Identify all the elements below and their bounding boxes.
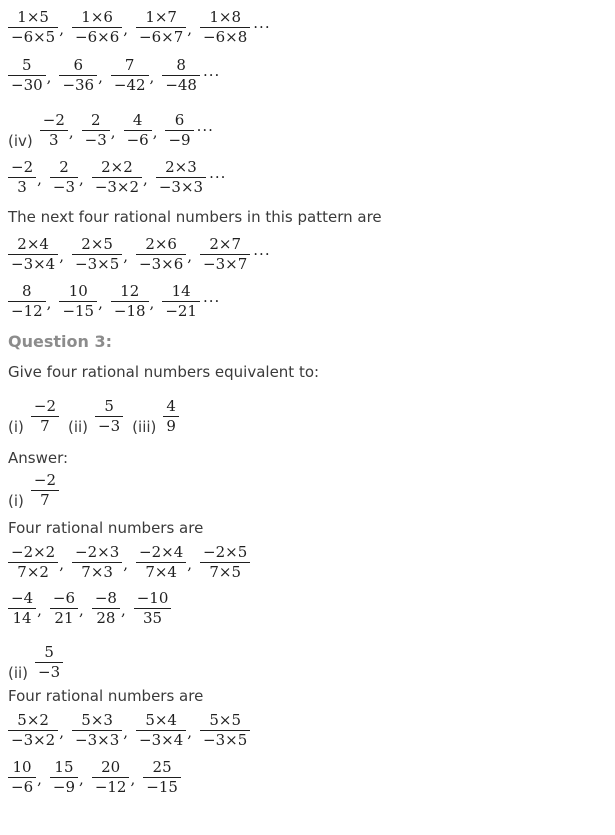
fraction-denominator: 7 — [31, 490, 59, 510]
fraction — [136, 543, 186, 582]
fraction-denominator: −12 — [8, 301, 46, 321]
fraction-denominator: −3×3 — [72, 730, 122, 750]
fraction-numerator: −2×4 — [139, 543, 184, 561]
fraction-denominator: −3×4 — [136, 730, 186, 750]
fraction-denominator: −6×8 — [200, 27, 250, 47]
fraction — [200, 235, 250, 274]
fraction — [162, 282, 200, 321]
pattern-row-multiplied — [8, 8, 605, 47]
fraction — [136, 8, 186, 47]
fraction — [156, 158, 206, 197]
fraction-denominator: −6×5 — [8, 27, 58, 47]
fraction-numerator: 2 — [59, 158, 69, 176]
fraction-denominator: −15 — [143, 777, 181, 797]
comma-separator: , — [37, 601, 42, 619]
fraction-denominator: −6×7 — [136, 27, 186, 47]
fraction-numerator: 6 — [174, 111, 185, 129]
fraction-numerator: 12 — [120, 282, 140, 300]
fraction-denominator: −6 — [8, 777, 36, 797]
fraction-numerator: 5×5 — [209, 711, 241, 729]
fraction — [50, 158, 78, 197]
fraction — [35, 643, 63, 682]
fraction-denominator: −12 — [92, 777, 130, 797]
fraction-numerator: 1×7 — [145, 8, 177, 26]
fraction-numerator: 5 — [22, 56, 32, 74]
fraction — [59, 282, 97, 321]
fraction — [162, 56, 200, 95]
fraction-denominator: −3×5 — [72, 254, 122, 274]
fraction-denominator: −9 — [165, 130, 193, 150]
fraction — [134, 589, 172, 628]
comma-separator: , — [46, 68, 52, 86]
fraction — [8, 56, 46, 95]
part-i-multiplied-row — [8, 543, 605, 582]
fraction — [143, 758, 181, 797]
fraction-denominator: −3×2 — [8, 730, 58, 750]
fraction-numerator: −2×5 — [203, 543, 248, 561]
part-iv-pattern-row — [8, 158, 605, 197]
comma-separator: , — [123, 723, 129, 741]
fraction-denominator: −21 — [162, 301, 200, 321]
fraction-denominator: −3×4 — [8, 254, 58, 274]
fraction — [111, 56, 149, 95]
fraction — [92, 758, 130, 797]
fraction-numerator: 10 — [12, 758, 32, 776]
fraction — [8, 589, 36, 628]
part-ii-given-row — [8, 643, 605, 682]
next-numbers-multiplied-row — [8, 235, 605, 274]
comma-separator: , — [130, 770, 136, 788]
fraction — [72, 235, 122, 274]
item-label: (i) — [8, 492, 24, 510]
fraction-numerator: 2×7 — [209, 235, 241, 253]
fraction — [165, 111, 193, 150]
comma-separator: , — [98, 68, 103, 86]
fraction-denominator: 7×5 — [200, 562, 250, 582]
fraction — [8, 711, 58, 750]
question-3-prompt: Give four rational numbers equivalent to: — [8, 363, 320, 381]
comma-separator: , — [149, 68, 155, 86]
comma-separator: , — [59, 555, 65, 573]
fraction — [72, 543, 122, 582]
fraction-denominator: 7×2 — [8, 562, 58, 582]
comma-separator: , — [187, 247, 193, 265]
item-label: (ii) — [8, 664, 29, 682]
fraction-numerator: −4 — [11, 589, 34, 607]
fraction-numerator: −8 — [94, 589, 117, 607]
comma-separator: , — [123, 247, 129, 265]
fraction — [163, 397, 179, 436]
fraction-numerator: 7 — [124, 56, 135, 74]
fraction-numerator: 8 — [22, 282, 32, 300]
item-label: (iii) — [132, 418, 157, 436]
fraction-numerator: −2 — [33, 397, 56, 415]
fraction — [200, 711, 250, 750]
comma-separator: , — [59, 247, 65, 265]
comma-separator: , — [79, 601, 84, 619]
fraction — [95, 397, 123, 436]
fraction — [72, 8, 122, 47]
part-iv-sequence-row — [8, 111, 605, 150]
fraction-denominator: −48 — [162, 75, 200, 95]
fraction-denominator: −3 — [35, 662, 63, 682]
fraction-denominator: 7 — [31, 416, 59, 436]
fraction-denominator: 21 — [50, 608, 78, 628]
fraction — [82, 111, 110, 150]
fraction-denominator: −6×6 — [72, 27, 122, 47]
fraction — [8, 282, 46, 321]
part-i-result-row — [8, 589, 605, 628]
comma-separator: , — [123, 20, 129, 38]
fraction-numerator: 1×5 — [17, 8, 49, 26]
comma-separator: , — [143, 170, 148, 188]
fraction-denominator: 7×4 — [136, 562, 186, 582]
fraction-numerator: 2×3 — [165, 158, 197, 176]
part-ii-four-rationals-text: Four rational numbers are — [8, 687, 204, 705]
ellipsis: ... — [202, 288, 221, 306]
comma-separator: , — [187, 723, 193, 741]
comma-separator: , — [59, 20, 65, 38]
comma-separator: , — [152, 123, 158, 141]
comma-separator: , — [68, 123, 74, 141]
comma-separator: , — [120, 601, 126, 619]
fraction-numerator: 14 — [171, 282, 191, 300]
item-label: (i) — [8, 418, 24, 436]
fraction — [92, 158, 142, 197]
fraction — [111, 282, 149, 321]
comma-separator: , — [46, 294, 52, 312]
fraction — [92, 589, 120, 628]
fraction-numerator: 2×5 — [81, 235, 113, 253]
question-3-heading: Question 3: — [8, 332, 112, 351]
fraction — [50, 758, 78, 797]
fraction-denominator: 28 — [92, 608, 120, 628]
fraction-numerator: 15 — [54, 758, 74, 776]
fraction-denominator: −3×3 — [156, 177, 206, 197]
fraction-numerator: 6 — [73, 56, 84, 74]
fraction-denominator: −6 — [124, 130, 152, 150]
fraction-numerator: 2×2 — [101, 158, 133, 176]
fraction-denominator: 3 — [40, 130, 68, 150]
fraction-denominator: 14 — [8, 608, 36, 628]
fraction-numerator: −6 — [52, 589, 76, 607]
fraction-numerator: −10 — [136, 589, 169, 607]
fraction — [136, 711, 186, 750]
fraction — [31, 397, 59, 436]
fraction-numerator: −2 — [42, 111, 65, 129]
fraction — [8, 543, 58, 582]
comma-separator: , — [59, 723, 65, 741]
fraction-numerator: 8 — [176, 56, 186, 74]
fraction-numerator: 5×3 — [81, 711, 113, 729]
fraction-numerator: 5×2 — [17, 711, 49, 729]
comma-separator: , — [110, 123, 116, 141]
fraction-numerator: 20 — [101, 758, 121, 776]
ellipsis: ... — [253, 14, 271, 32]
fraction-denominator: −3×6 — [136, 254, 186, 274]
item-label: (ii) — [68, 418, 89, 436]
next-numbers-statement: The next four rational numbers in this pattern are — [8, 208, 382, 226]
fraction-denominator: 3 — [8, 177, 36, 197]
comma-separator: , — [79, 170, 84, 188]
fraction — [124, 111, 152, 150]
fraction-numerator: 5×4 — [145, 711, 177, 729]
fraction-denominator: −36 — [59, 75, 97, 95]
fraction-numerator: 5 — [104, 397, 114, 415]
fraction-denominator: −18 — [111, 301, 149, 321]
next-numbers-result-row — [8, 282, 605, 321]
fraction-denominator: −15 — [59, 301, 97, 321]
fraction-numerator: 4 — [166, 397, 176, 415]
fraction-denominator: −30 — [8, 75, 46, 95]
fraction — [8, 8, 58, 47]
fraction-denominator: 35 — [134, 608, 172, 628]
fraction-denominator: −3 — [82, 130, 110, 150]
fraction — [136, 235, 186, 274]
part-ii-result-row — [8, 758, 605, 797]
comma-separator: , — [149, 294, 155, 312]
ellipsis: ... — [253, 241, 271, 259]
fraction-denominator: −42 — [111, 75, 149, 95]
part-i-given-row — [8, 471, 605, 510]
fraction-numerator: 2 — [90, 111, 101, 129]
fraction-numerator: −2 — [33, 471, 56, 489]
comma-separator: , — [123, 555, 129, 573]
fraction-denominator: −9 — [50, 777, 78, 797]
fraction — [72, 711, 122, 750]
fraction — [200, 8, 250, 47]
fraction — [8, 235, 58, 274]
fraction — [200, 543, 250, 582]
answer-label: Answer: — [8, 449, 69, 467]
fraction-numerator: 4 — [132, 111, 143, 129]
fraction — [59, 56, 97, 95]
comma-separator: , — [187, 555, 193, 573]
fraction-denominator: −3 — [50, 177, 78, 197]
part-ii-multiplied-row — [8, 711, 605, 750]
fraction-numerator: −2×2 — [11, 543, 56, 561]
comma-separator: , — [187, 20, 193, 38]
fraction — [40, 111, 68, 150]
fraction-denominator: −3×5 — [200, 730, 250, 750]
comma-separator: , — [37, 770, 42, 788]
fraction-denominator: 7×3 — [72, 562, 122, 582]
item-label: (iv) — [8, 132, 33, 150]
question-3-items-row — [8, 397, 605, 436]
fraction-numerator: 5 — [44, 643, 54, 661]
fraction — [50, 589, 78, 628]
fraction-denominator: −3×7 — [200, 254, 250, 274]
fraction-denominator: 9 — [163, 416, 179, 436]
comma-separator: , — [79, 770, 84, 788]
fraction-denominator: −3×2 — [92, 177, 142, 197]
fraction — [8, 158, 36, 197]
ellipsis: ... — [209, 164, 227, 182]
fraction-numerator: −2×3 — [75, 543, 120, 561]
fraction — [8, 758, 36, 797]
fraction-numerator: 1×6 — [81, 8, 113, 26]
fraction-numerator: 25 — [152, 758, 172, 776]
comma-separator: , — [98, 294, 103, 312]
fraction-numerator: 1×8 — [209, 8, 241, 26]
fraction-numerator: 2×4 — [17, 235, 49, 253]
fraction-numerator: 10 — [68, 282, 88, 300]
fraction-numerator: −2 — [11, 158, 34, 176]
ellipsis: ... — [202, 62, 221, 80]
fraction — [31, 471, 59, 510]
pattern-row-simplified — [8, 56, 605, 95]
part-i-four-rationals-text: Four rational numbers are — [8, 519, 204, 537]
fraction-numerator: 2×6 — [145, 235, 177, 253]
comma-separator: , — [37, 170, 42, 188]
ellipsis: ... — [196, 117, 214, 135]
fraction-denominator: −3 — [95, 416, 123, 436]
